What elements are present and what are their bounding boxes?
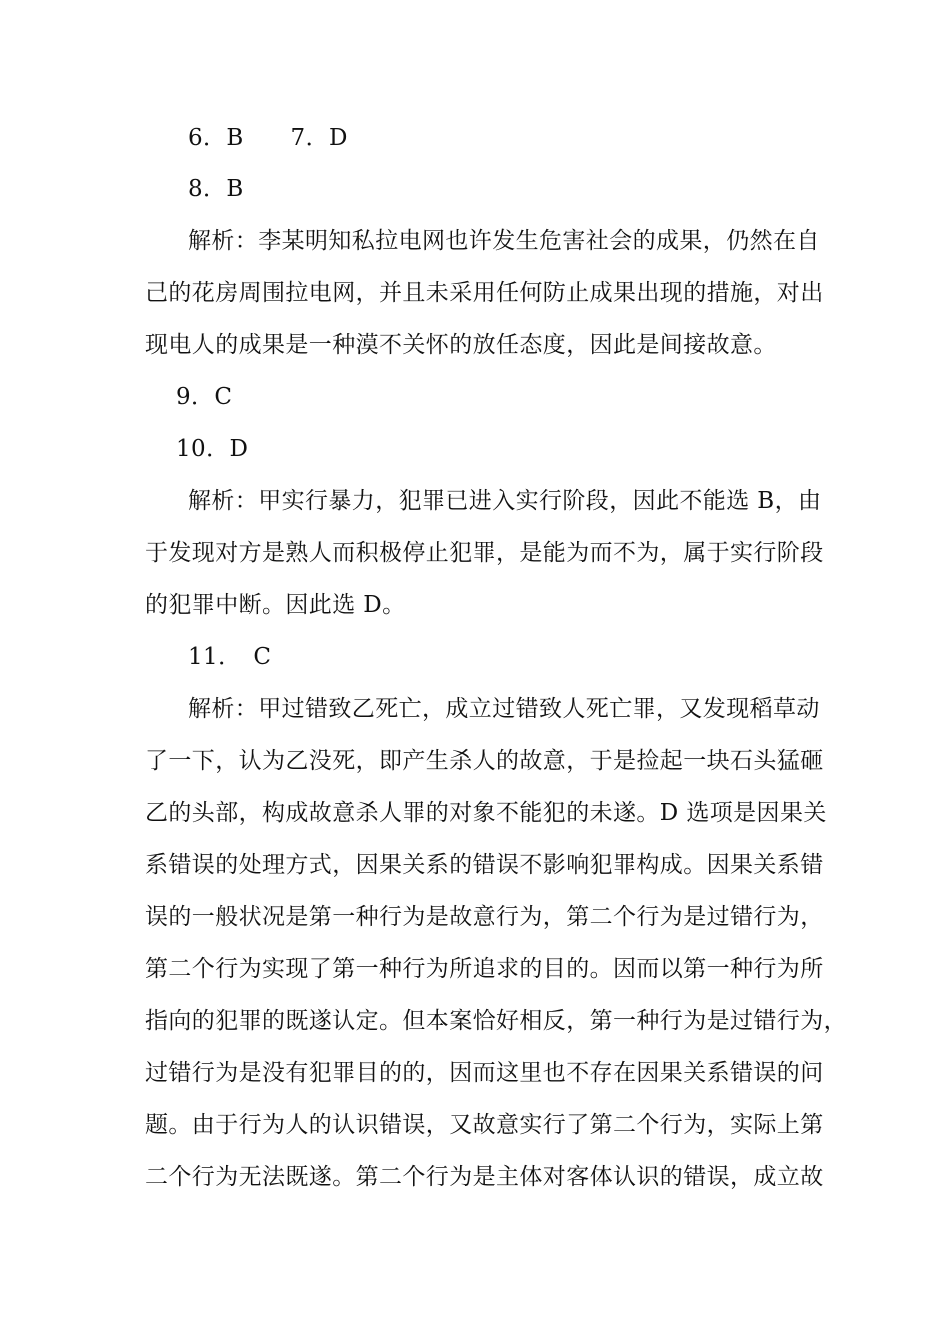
explanation-10-line-3: 的犯罪中断。因此选 D。 (145, 592, 406, 618)
explanation-10-line-2: 于发现对方是熟人而积极停止犯罪，是能为而不为，属于实行阶段 (145, 540, 824, 566)
answer-6-7: 6．B 7．D (188, 125, 348, 151)
explanation-11-line-6: 第二个行为实现了第一种行为所追求的目的。因而以第一种行为所 (145, 956, 824, 982)
explanation-11-line-2: 了一下，认为乙没死，即产生杀人的故意，于是捡起一块石头猛砸 (145, 748, 824, 774)
explanation-8-line-1: 解析：李某明知私拉电网也许发生危害社会的成果，仍然在自 (188, 228, 820, 254)
explanation-11-line-4: 系错误的处理方式，因果关系的错误不影响犯罪构成。因果关系错 (145, 852, 824, 878)
answer-8: 8．B (188, 176, 244, 202)
explanation-11-line-8: 过错行为是没有犯罪目的的，因而这里也不存在因果关系错误的问 (145, 1060, 824, 1086)
answer-10: 10．D (176, 436, 249, 462)
explanation-11-line-1: 解析：甲过错致乙死亡，成立过错致人死亡罪，又发现稻草动 (188, 696, 820, 722)
explanation-8-line-2: 己的花房周围拉电网，并且未采用任何防止成果出现的措施，对出 (145, 280, 824, 306)
explanation-11-line-10: 二个行为无法既遂。第二个行为是主体对客体认识的错误，成立故 (145, 1164, 824, 1190)
explanation-11-line-3: 乙的头部，构成故意杀人罪的对象不能犯的未遂。D 选项是因果关 (145, 800, 827, 826)
explanation-11-line-7: 指向的犯罪的既遂认定。但本案恰好相反，第一种行为是过错行为， (145, 1008, 847, 1034)
answer-9: 9．C (176, 384, 233, 410)
answer-11: 11． C (188, 644, 272, 670)
explanation-8-line-3: 现电人的成果是一种漠不关怀的放任态度，因此是间接故意。 (145, 332, 777, 358)
explanation-11-line-5: 误的一般状况是第一种行为是故意行为，第二个行为是过错行为， (145, 904, 824, 930)
explanation-10-line-1: 解析：甲实行暴力，犯罪已进入实行阶段，因此不能选 B，由 (188, 488, 822, 514)
explanation-11-line-9: 题。由于行为人的认识错误，又故意实行了第二个行为，实际上第 (145, 1112, 824, 1138)
